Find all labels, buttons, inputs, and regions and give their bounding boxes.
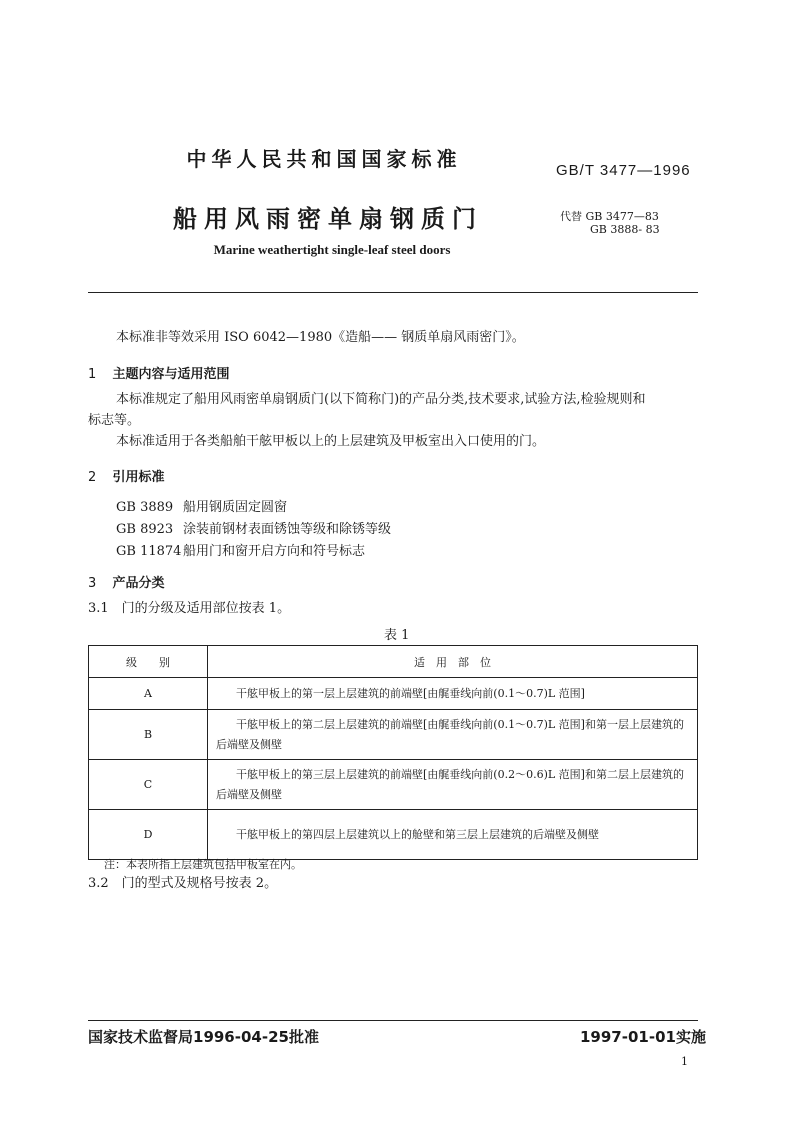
section-1-title: 主题内容与适用范围 <box>112 367 230 382</box>
section-1-heading <box>88 363 230 382</box>
table-1-caption: 表 1 <box>384 628 410 643</box>
standard-code: GB/T 3477—1996 <box>556 162 691 179</box>
page-number: 1 <box>681 1055 688 1068</box>
reference-item <box>116 540 365 559</box>
table-row <box>89 810 698 860</box>
table-note: 注：本表所指上层建筑包括甲板室在内。 <box>104 858 302 871</box>
section-2-heading <box>88 466 165 485</box>
section-1-para-1-line-1: 本标准规定了船用风雨密单扇钢质门(以下简称门)的产品分类,技术要求,试验方法,检验规则和 <box>116 392 646 407</box>
section-3-title: 产品分类 <box>112 576 165 591</box>
grade-cell: C <box>89 760 208 810</box>
header-divider <box>88 292 698 293</box>
reference-code: GB 11874 <box>116 544 182 559</box>
table-1 <box>88 645 698 860</box>
table-row <box>89 760 698 810</box>
column-header-grade: 级 别 <box>89 646 208 678</box>
location-cell: 干舷甲板上的第四层上层建筑以上的舱壁和第三层上层建筑的后端壁及侧壁 <box>208 810 698 860</box>
table-header-row <box>89 646 698 678</box>
section-3-number: 3 <box>88 576 97 591</box>
grade-cell: D <box>89 810 208 860</box>
document-title: 船用风雨密单扇钢质门 <box>173 205 483 233</box>
reference-name: 涂装前钢材表面锈蚀等级和除锈等级 <box>183 522 392 537</box>
reference-name: 船用钢质固定圆窗 <box>183 500 288 515</box>
section-1-para-1-line-2: 标志等。 <box>88 413 141 428</box>
section-1-para-2: 本标准适用于各类船舶干舷甲板以上的上层建筑及甲板室出入口使用的门。 <box>116 434 546 449</box>
clause-3-1: 3.1 门的分级及适用部位按表 1。 <box>88 601 291 616</box>
reference-name: 船用门和窗开启方向和符号标志 <box>183 544 366 559</box>
reference-item <box>116 496 287 515</box>
column-header-location: 适 用 部 位 <box>208 646 698 678</box>
table-row <box>89 678 698 710</box>
clause-3-2: 3.2 门的型式及规格号按表 2。 <box>88 876 278 891</box>
footer-divider <box>88 1020 698 1021</box>
reference-code: GB 3889 <box>116 500 174 515</box>
location-cell: 干舷甲板上的第三层上层建筑的前端壁[由艉垂线向前(0.2～0.6)L 范围]和第二层上层建筑的后端壁及侧壁 <box>208 760 698 810</box>
effective-date: 1997-01-01实施 <box>580 1028 706 1046</box>
reference-item <box>116 518 391 537</box>
reference-code: GB 8923 <box>116 522 174 537</box>
grade-cell: A <box>89 678 208 710</box>
section-1-number: 1 <box>88 367 97 382</box>
replaces-line-2: GB 3888- 83 <box>590 223 660 236</box>
table-row <box>89 710 698 760</box>
english-title: Marine weathertight single-leaf steel doors <box>213 242 451 257</box>
section-3-heading <box>88 572 165 591</box>
intro-paragraph: 本标准非等效采用 ISO 6042—1980《造船—— 钢质单扇风雨密门》。 <box>116 330 525 345</box>
standard-title: 中华人民共和国国家标准 <box>186 147 462 171</box>
approval-date: 国家技术监督局1996-04-25批准 <box>88 1028 319 1046</box>
replaces-line-1: 代替 GB 3477—83 <box>560 210 659 223</box>
section-2-title: 引用标准 <box>112 470 165 485</box>
location-cell: 干舷甲板上的第一层上层建筑的前端壁[由艉垂线向前(0.1～0.7)L 范围] <box>208 678 698 710</box>
grade-cell: B <box>89 710 208 760</box>
section-2-number: 2 <box>88 470 97 485</box>
replaces-note <box>560 210 660 236</box>
location-cell: 干舷甲板上的第二层上层建筑的前端壁[由艉垂线向前(0.1～0.7)L 范围]和第一层上层建筑的后端壁及侧壁 <box>208 710 698 760</box>
